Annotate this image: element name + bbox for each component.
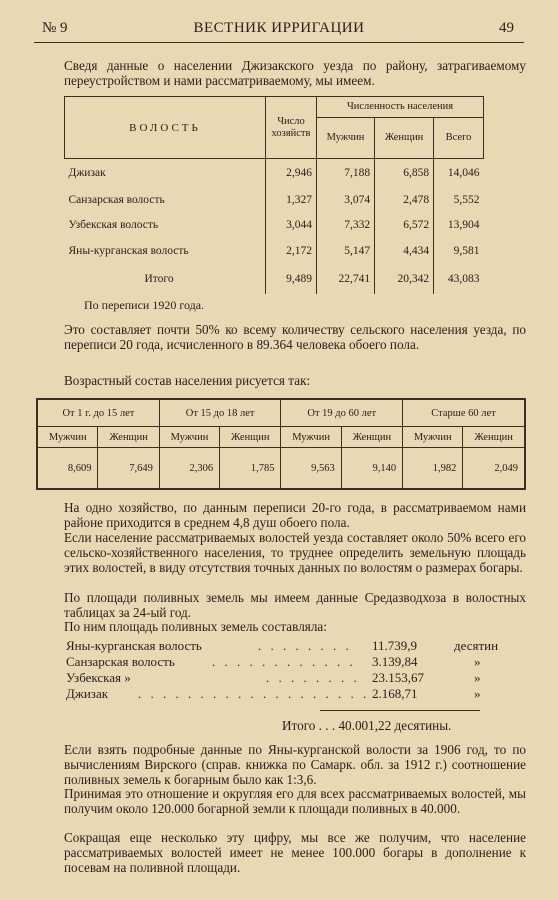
cell: 7,188: [317, 159, 375, 187]
list-item: Санзарская волость . . . . . . . . . . . . 3.139,84 »: [66, 654, 481, 669]
land-value: 2.168,71: [372, 686, 418, 701]
cell: 1,327: [266, 187, 317, 213]
land-value: 23.153,67: [372, 670, 424, 685]
col-men: Мужчин: [281, 427, 341, 448]
row-name: Яны-курганская волость: [68, 245, 189, 258]
cell: 2,172: [266, 238, 317, 264]
cell: 1,785: [220, 448, 281, 490]
col-men: Мужчин: [317, 118, 375, 159]
age-group-header: От 19 до 60 лет: [281, 399, 403, 427]
list-item: Яны-курганская волость . . . . . . . . 11.739,9 десятин: [66, 638, 499, 653]
cell: 3,074: [317, 187, 375, 213]
cell: 8,609: [37, 448, 98, 490]
age-intro: Возрастный состав населения рисуется так:: [64, 373, 311, 388]
cell: 9,489: [266, 264, 317, 294]
col-men: Мужчин: [159, 427, 219, 448]
col-men: Мужчин: [403, 427, 463, 448]
col-women: Женщин: [375, 118, 434, 159]
table-row: [65, 212, 484, 238]
land-intro: По ним площадь поливных земель составляла:: [64, 619, 327, 634]
paragraph-3: Если население рассматриваемых волостей уезда составляет около 50% всего его сельско-хозяйственного населения, то труднее определить земельную площадь этих волостей, в виду отсутствия точных данных по волостям о размерах богары.: [64, 530, 526, 576]
journal-title: ВЕСТНИК ИРРИГАЦИИ: [193, 20, 365, 36]
intro-paragraph: Сведя данные о населении Джизакского уезда по району, затрагиваемому переустройством и нами рассматриваемому, мы имеем.: [64, 58, 526, 89]
land-unit: »: [474, 654, 481, 669]
land-unit: десятин: [454, 638, 499, 653]
row-name: Санзарская волость: [68, 193, 165, 206]
land-name: Узбекская »: [66, 670, 131, 685]
row-name: Джизак: [68, 166, 106, 179]
cell: 9,140: [341, 448, 402, 490]
table-row: [65, 159, 484, 187]
cell: 20,342: [375, 264, 434, 294]
land-total: Итого . . . 40.001,22 десятины.: [282, 718, 452, 733]
paragraph-7: Сокращая еще несколько эту цифру, мы все же получим, что население рассматриваемых волостей имеет не менее 100.000 богары в дополнение к посевам на поливной площади.: [64, 830, 526, 876]
cell: 2,306: [159, 448, 219, 490]
cell: 1,982: [403, 448, 463, 490]
cell: 5,147: [317, 238, 375, 264]
paragraph-5: Если взять подробные данные по Яны-курганской волости за 1906 год, то по вычислениям Вирского (справ. книжка по Самарк. обл. за 1912 г.) соотношение поливных земель к богарным было как 1:3,6.: [64, 742, 526, 788]
table-row: [37, 448, 525, 490]
cell: 9,563: [281, 448, 341, 490]
land-name: Яны-курганская волость: [66, 638, 202, 653]
table-total-row: [65, 264, 484, 294]
paragraph-1: Это составляет почти 50% ко всему количеству сельского населения уезда, по переписи 20 года, исчисленного в 89.364 человека обоего пола.: [64, 322, 526, 353]
census-note: По переписи 1920 года.: [84, 298, 205, 312]
sum-rule: [320, 710, 480, 711]
list-item: Джизак . . . . . . . . . . . . . . . . . . . . 2.168,71 »: [66, 686, 481, 701]
land-value: 3.139,84: [372, 654, 418, 669]
land-unit: »: [474, 686, 481, 701]
cell: 43,083: [434, 264, 484, 294]
cell: 6,858: [375, 159, 434, 187]
table-row: [65, 187, 484, 213]
age-group-header: От 1 г. до 15 лет: [37, 399, 159, 427]
list-item: Узбекская » . . . . . . . . 23.153,67 »: [66, 670, 481, 685]
cell: 6,572: [375, 212, 434, 238]
cell: 14,046: [434, 159, 484, 187]
col-volost: ВОЛОСТЬ: [65, 97, 266, 159]
paragraph-6: Принимая это отношение и округляя его для всех рассматриваемых волостей, мы получим около 120.000 богарной земли к площади поливных в 40.000.: [64, 786, 526, 817]
col-households: Число хозяйств: [266, 97, 317, 159]
cell: 9,581: [434, 238, 484, 264]
col-women: Женщин: [463, 427, 525, 448]
cell: 7,332: [317, 212, 375, 238]
col-women: Женщин: [220, 427, 281, 448]
cell: 7,649: [98, 448, 159, 490]
row-name: Узбекская волость: [68, 219, 159, 232]
col-men: Мужчин: [37, 427, 98, 448]
issue-number: № 9: [42, 20, 68, 36]
col-women: Женщин: [98, 427, 159, 448]
cell: 22,741: [317, 264, 375, 294]
cell: 4,434: [375, 238, 434, 264]
paragraph-2: На одно хозяйство, по данным переписи 20-го года, в рассматриваемом нами районе приходится в среднем 4,8 душ обоего пола.: [64, 500, 526, 531]
land-value: 11.739,9: [372, 638, 418, 653]
page-number: 49: [499, 20, 514, 36]
cell: 2,946: [266, 159, 317, 187]
cell: 2,049: [463, 448, 525, 490]
col-population: Численность населения: [317, 97, 484, 118]
col-total: Всего: [434, 118, 484, 159]
paragraph-4: По площади поливных земель мы имеем данные Средазводхоза в волостных таблицах за 24-ый год.: [64, 590, 526, 621]
irrigated-land-list: [66, 638, 499, 702]
land-name: Санзарская волость: [66, 654, 175, 669]
total-label: Итого: [144, 272, 174, 285]
land-unit: »: [474, 670, 481, 685]
table-row: [65, 238, 484, 264]
cell: 5,552: [434, 187, 484, 213]
land-name: Джизак: [66, 686, 109, 701]
header-rule: [34, 42, 524, 43]
age-table: [36, 398, 526, 490]
cell: 13,904: [434, 212, 484, 238]
running-header: [0, 20, 558, 40]
cell: 3,044: [266, 212, 317, 238]
population-table: [64, 96, 484, 294]
age-group-header: Старше 60 лет: [403, 399, 525, 427]
age-group-header: От 15 до 18 лет: [159, 399, 281, 427]
cell: 2,478: [375, 187, 434, 213]
col-women: Женщин: [341, 427, 402, 448]
